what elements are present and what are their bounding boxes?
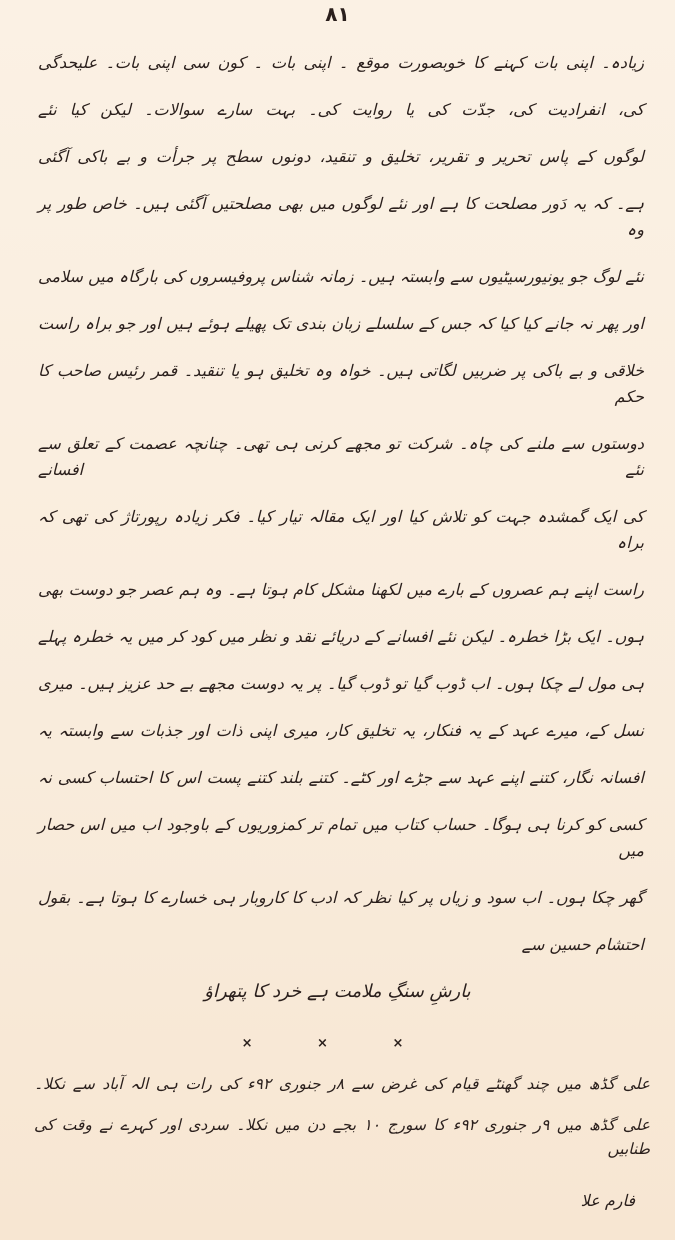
text-line: لوگوں کے پاس تحریر و تقریر، تخلیق و تنقید، دونوں سطح پر جرأت و بے باکی آگئی — [38, 147, 644, 166]
text-line: کی، انفرادیت کی، جدّت کی یا روایت کی۔ بہت سارے سوالات۔ لیکن کیا نئے — [38, 100, 644, 119]
verse-quote: بارشِ سنگِ ملامت ہے خرد کا پتھراؤ — [204, 981, 471, 1002]
form-footer-mark: فارم علا — [580, 1191, 635, 1210]
text-line: خلاقی و بے باکی پر ضربیں لگاتی ہیں۔ خواہ وہ تخلیق ہو یا تنقید۔ قمر رئیس صاحب کا حکم — [38, 361, 644, 406]
text-line-attribution: احتشام حسین سے — [521, 935, 644, 954]
diary-paragraph — [34, 1065, 650, 1169]
page-number: ۸۱ — [325, 2, 350, 26]
text-line: علی گڈھ میں ۹ر جنوری ۹۲ء کا سورج ۱۰ بجے دن میں نکلا۔ سردی اور کہرے نے وقت کی طنابیں — [34, 1116, 650, 1158]
text-line: کسی کو کرنا ہی ہوگا۔ حساب کتاب میں تمام تر کمزوریوں کے باوجود اب میں اس حصار میں — [38, 815, 644, 860]
text-line: راست اپنے ہم عصروں کے بارے میں لکھنا مشکل کام ہوتا ہے۔ وہ ہم عصر جو دوست بھی — [38, 580, 644, 599]
text-line: ہی مول لے چکا ہوں۔ اب ڈوب گیا تو ڈوب گیا۔ پر یہ دوست مجھے بے حد عزیز ہیں۔ میری — [38, 674, 644, 693]
text-line: علی گڈھ میں چند گھنٹے قیام کی غرض سے ۸ر جنوری ۹۲ء کی رات ہی الہ آباد سے نکلا۔ — [34, 1075, 650, 1093]
text-line: زیادہ۔ اپنی بات کہنے کا خوبصورت موقع ۔ اپنی بات ۔ کون سی اپنی بات۔ علیحدگی — [38, 53, 645, 72]
text-line: گھر چکا ہوں۔ اب سود و زیاں پر کیا نظر کہ ادب کا کاروبار ہی خسارے کا ہوتا ہے۔ بقول — [38, 888, 645, 907]
text-line: نسل کے، میرے عہد کے یہ فنکار، یہ تخلیق کار، میری اپنی ذات اور جذبات سے وابستہ یہ — [38, 721, 644, 740]
section-separator: × × × — [241, 1036, 434, 1051]
text-line: کی ایک گمشدہ جہت کو تلاش کیا اور ایک مقالہ تیار کیا۔ فکر زیادہ رپورتاژ کی تھی کہ براہ — [38, 507, 644, 552]
main-paragraph — [38, 40, 644, 969]
text-line: ہوں۔ ایک بڑا خطرہ۔ لیکن نئے افسانے کے دریائے نقد و نظر میں کود کر میں یہ خطرہ پہلے — [38, 627, 645, 646]
text-line: اور پھر نہ جانے کیا کیا کہ جس کے سلسلے زبان بندی تک پھیلے ہوئے ہیں اور جو براہ راست — [38, 314, 645, 333]
text-line: ہے۔ کہ یہ دَور مصلحت کا ہے اور نئے لوگوں میں بھی مصلحتیں آگئی ہیں۔ خاص طور پر وہ — [38, 194, 644, 239]
text-line: افسانہ نگار، کتنے اپنے عہد سے جڑے اور کٹے۔ کتنے بلند کتنے پست اس کا احتساب کسی نہ — [38, 768, 644, 787]
text-line: دوستوں سے ملنے کی چاہ۔ شرکت تو مجھے کرنی ہی تھی۔ چنانچہ عصمت کے تعلق سے نئے افسانے — [38, 434, 645, 479]
text-line: نئے لوگ جو یونیورسیٹیوں سے وابستہ ہیں۔ زمانہ شناس پروفیسروں کی بارگاہ میں سلامی — [38, 267, 644, 286]
